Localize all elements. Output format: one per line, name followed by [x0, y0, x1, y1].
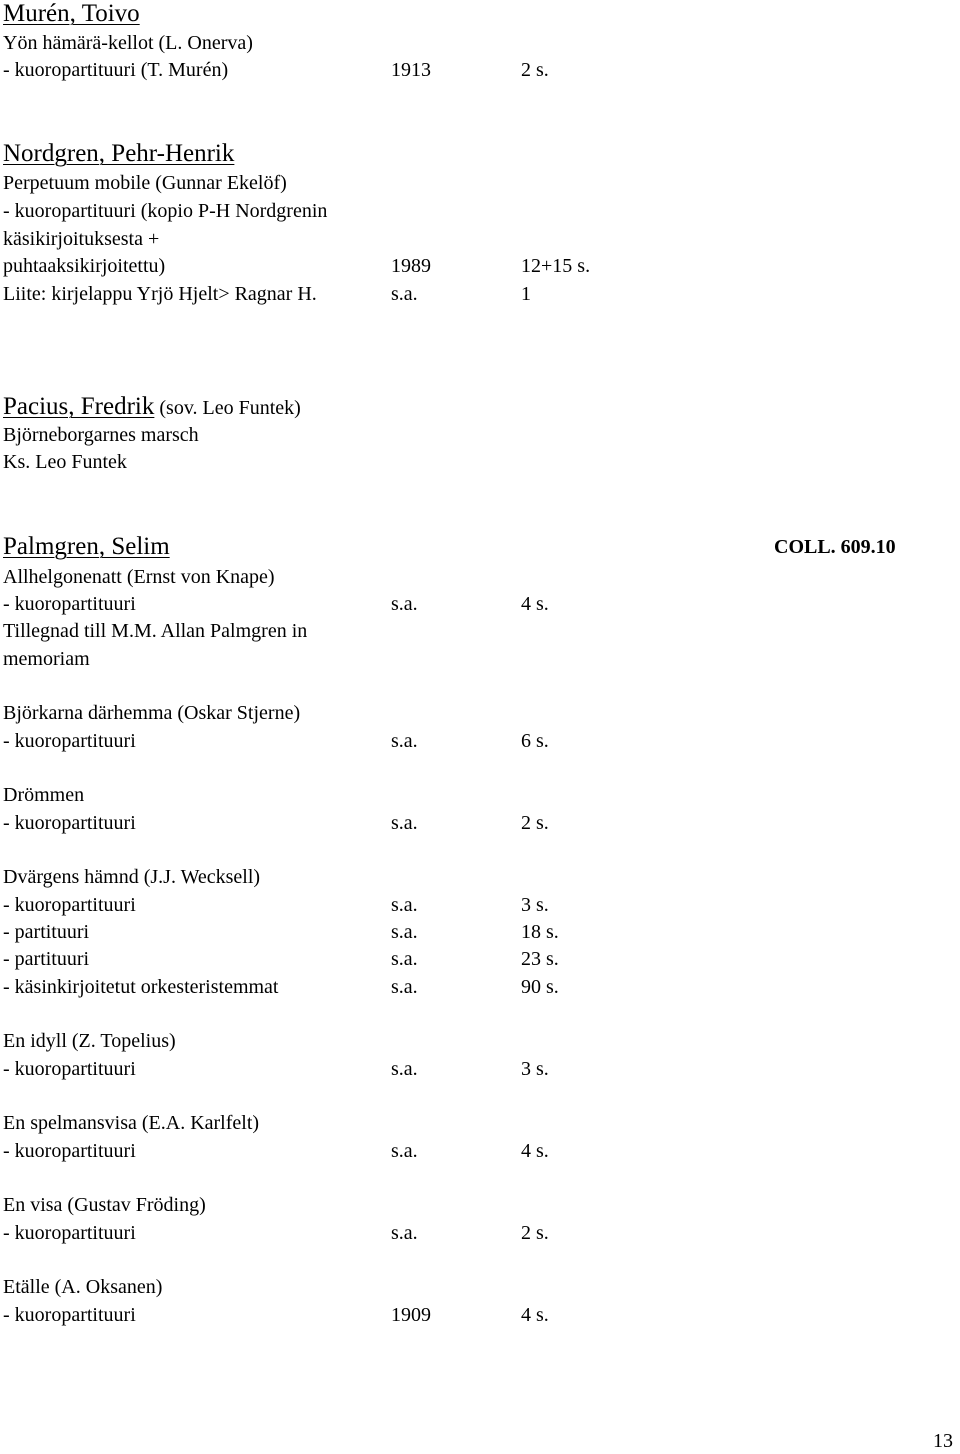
year: s.a. [391, 1058, 418, 1080]
year: s.a. [391, 976, 418, 998]
page-count: 3 s. [521, 1058, 549, 1080]
format-label: - kuoropartituuri [3, 730, 136, 752]
page-count: 2 s. [521, 1222, 549, 1244]
year: s.a. [391, 1222, 418, 1244]
format-label: - kuoropartituuri [3, 1304, 136, 1326]
page-count: 23 s. [521, 948, 559, 970]
collection-code: COLL. 609.10 [774, 536, 896, 558]
format-label: - kuoropartituuri [3, 812, 136, 834]
attachment-label: Liite: kirjelappu Yrjö Hjelt> Ragnar H. [3, 283, 317, 305]
work-title: En idyll (Z. Topelius) [3, 1030, 176, 1052]
description-line: käsikirjoituksesta + [3, 228, 160, 250]
year: s.a. [391, 283, 418, 305]
format-label: - partituuri [3, 948, 90, 970]
format-label: - kuoropartituuri [3, 593, 136, 615]
work-title: Allhelgonenatt (Ernst von Knape) [3, 566, 275, 588]
composer-heading: Nordgren, Pehr-Henrik [3, 140, 235, 167]
composer-line [3, 392, 301, 422]
work-title: Perpetuum mobile (Gunnar Ekelöf) [3, 172, 287, 194]
page-count: 12+15 s. [521, 255, 591, 277]
page-count: 1 [521, 283, 531, 305]
year: 1909 [391, 1304, 431, 1326]
dedication-note: memoriam [3, 648, 90, 670]
cross-reference: Ks. Leo Funtek [3, 451, 127, 473]
year: s.a. [391, 948, 418, 970]
format-label: - kuoropartituuri [3, 1140, 136, 1162]
year: s.a. [391, 1140, 418, 1162]
page-number: 13 [933, 1430, 953, 1452]
page-count: 6 s. [521, 730, 549, 752]
format-label: - kuoropartituuri (T. Murén) [3, 59, 229, 81]
format-label: - käsinkirjoitetut orkesteristemmat [3, 976, 279, 998]
work-title: Etälle (A. Oksanen) [3, 1276, 163, 1298]
format-label: - kuoropartituuri [3, 894, 136, 916]
work-title: Drömmen [3, 784, 85, 806]
page-count: 18 s. [521, 921, 559, 943]
composer-heading: Pacius, Fredrik [3, 393, 155, 420]
description-line: - kuoropartituuri (kopio P-H Nordgrenin [3, 200, 328, 222]
arranger-note: (sov. Leo Funtek) [159, 397, 301, 419]
page-count: 4 s. [521, 1304, 549, 1326]
page-count: 4 s. [521, 593, 549, 615]
page-count: 3 s. [521, 894, 549, 916]
year: s.a. [391, 921, 418, 943]
year: s.a. [391, 593, 418, 615]
composer-heading: Murén, Toivo [3, 0, 140, 27]
format-label: - kuoropartituuri [3, 1222, 136, 1244]
work-title: Björneborgarnes marsch [3, 424, 199, 446]
year: s.a. [391, 812, 418, 834]
work-title: Yön hämärä-kellot (L. Onerva) [3, 32, 253, 54]
format-label: - partituuri [3, 921, 90, 943]
year: s.a. [391, 730, 418, 752]
dedication-note: Tillegnad till M.M. Allan Palmgren in [3, 620, 308, 642]
page-count: 4 s. [521, 1140, 549, 1162]
work-title: En spelmansvisa (E.A. Karlfelt) [3, 1112, 260, 1134]
format-label: puhtaaksikirjoitettu) [3, 255, 166, 277]
format-label: - kuoropartituuri [3, 1058, 136, 1080]
work-title: En visa (Gustav Fröding) [3, 1194, 206, 1216]
page-count: 90 s. [521, 976, 559, 998]
work-title: Björkarna därhemma (Oskar Stjerne) [3, 702, 301, 724]
year: 1989 [391, 255, 431, 277]
year: 1913 [391, 59, 431, 81]
page-count: 2 s. [521, 812, 549, 834]
work-title: Dvärgens hämnd (J.J. Wecksell) [3, 866, 261, 888]
page-count: 2 s. [521, 59, 549, 81]
year: s.a. [391, 894, 418, 916]
composer-heading: Palmgren, Selim [3, 533, 170, 560]
